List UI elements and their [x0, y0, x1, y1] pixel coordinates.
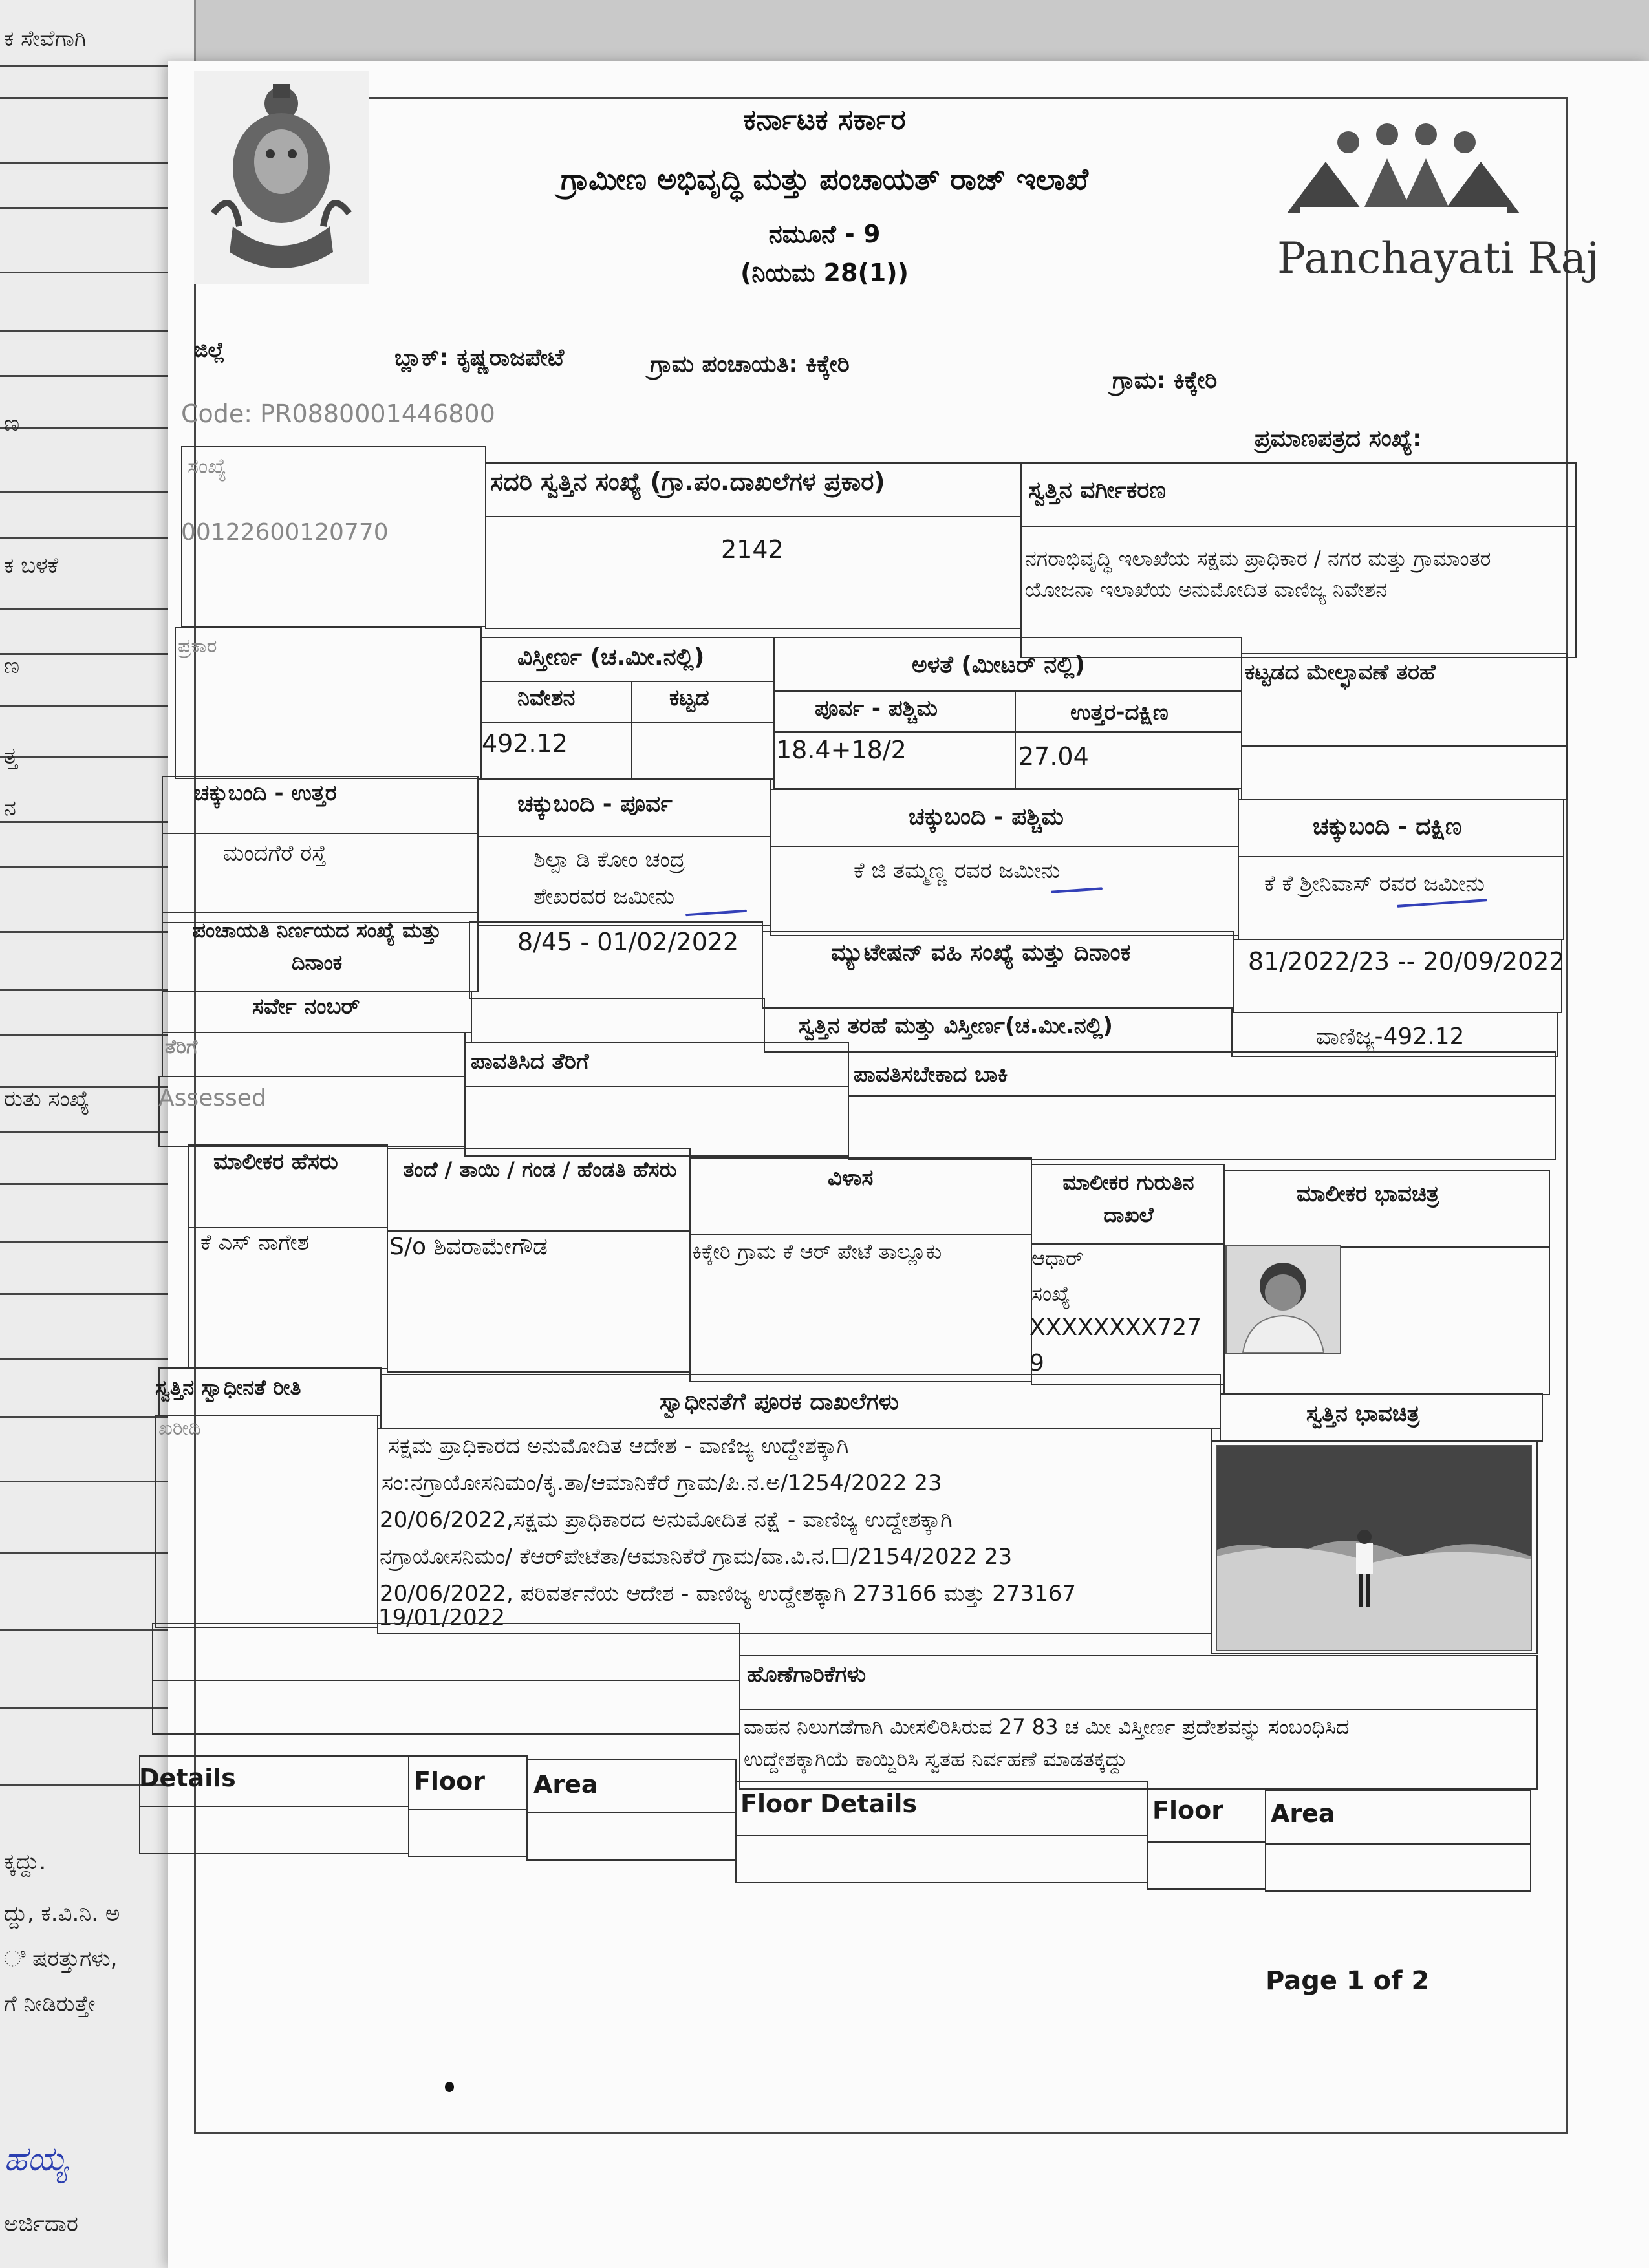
- property-id-value: 00122600120770: [181, 519, 389, 546]
- survey-label: ಸರ್ವೇ ನಂಬರ್: [252, 994, 360, 1020]
- docs-line: ಸಕ್ಷಮ ಪ್ರಾಧಿಕಾರದ ಅನುಮೋದಿತ ಆದೇಶ - ವಾಣಿಜ್ಯ ಉದ್ದೇಶಕ್ಕಾಗಿ: [388, 1433, 849, 1459]
- building-type-label: ಕಟ್ಟಡದ ಮೇಲ್ಛಾವಣೆ ತರಹೆ: [1245, 659, 1436, 685]
- mutation-label: ಮ್ಯುಟೇಷನ್ ವಹಿ ಸಂಖ್ಯೆ ಮತ್ತು ದಿನಾಂಕ: [831, 939, 1131, 966]
- site-label: ನಿವೇಶನ: [517, 685, 576, 711]
- government-title: ಕರ್ನಾಟಕ ಸರ್ಕಾರ: [743, 103, 906, 136]
- id-doc-number-tail: 9: [1029, 1350, 1044, 1376]
- west-boundary-label: ಚಕ್ಕುಬಂದಿ - ಪಶ್ಚಿಮ: [909, 804, 1064, 830]
- owner-name-label: ಮಾಲೀಕರ ಹೆಸರು: [213, 1149, 338, 1175]
- docs-line: 20/06/2022, ಪರಿವರ್ತನೆಯ ಆದೇಶ - ವಾಣಿಜ್ಯ ಉದ್ದೇಶಕ್ಕಾಗಿ 273166 ಮತ್ತು 273167: [380, 1581, 1077, 1607]
- strip-text: ತ್ತ: [4, 744, 17, 769]
- east-west-value: 18.4+18/2: [776, 736, 907, 764]
- form-number: ನಮೂನೆ - 9: [768, 220, 881, 248]
- classification-value: ನಗರಾಭಿವೃದ್ಧಿ ಇಲಾಖೆಯ ಸಕ್ಷಮ ಪ್ರಾಧಿಕಾರ / ನಗರ ಮತ್ತು ಗ್ರಾಮಾಂತರ ಯೋಜನಾ ಇಲಾಖೆಯ ಅನುಮೋದಿತ ವಾಣಿಜ್ಯ ನಿವೇಶನ: [1025, 546, 1491, 602]
- due-tax-cell: [848, 1095, 1556, 1160]
- building-label: ಕಟ್ಟಡ: [669, 685, 709, 711]
- strip-text: ನ: [4, 795, 16, 821]
- right-area-label: Area: [1271, 1799, 1335, 1828]
- strip-text: ಿ ಷರತ್ತುಗಳು,: [4, 1946, 118, 1972]
- south-boundary-label: ಚಕ್ಕುಬಂದಿ - ದಕ್ಷಿಣ: [1313, 813, 1462, 840]
- right-floor-cell: [1147, 1841, 1266, 1890]
- id-doc-number: XXXXXXXX727: [1029, 1314, 1202, 1341]
- east-boundary-value-line2: ಶೇಖರವರ ಜಮೀನು: [534, 884, 675, 910]
- measure-label: ಅಳತೆ (ಮೀಟರ್ ನಲ್ಲಿ): [912, 652, 1085, 678]
- assessed-value: Assessed: [158, 1085, 266, 1111]
- south-boundary-value: ಕೆ ಕೆ ಶ್ರೀನಿವಾಸ್ ರವರ ಜಮೀನು: [1264, 871, 1485, 897]
- usage-value: ವಾಣಿಜ್ಯ-492.12: [1316, 1023, 1465, 1050]
- strip-text: ಣ: [4, 653, 20, 679]
- certificate-number-label: ಪ್ರಮಾಣಪತ್ರದ ಸಂಖ್ಯೆ:: [1255, 425, 1422, 452]
- logo-text: Panchayati Raj: [1277, 233, 1600, 283]
- ownership-mode-value: ಖರೀದಿ: [158, 1417, 201, 1440]
- right-floor-details-label: Floor Details: [740, 1790, 917, 1818]
- gram-panchayat: ಗ್ರಾಮ ಪಂಚಾಯತಿ: ಕಿಕ್ಕೇರಿ: [650, 351, 850, 378]
- ownership-mode-label: ಸ್ವತ್ತಿನ ಸ್ವಾಧೀನತೆ ರೀತಿ: [155, 1375, 301, 1400]
- east-boundary-label: ಚಕ್ಕುಬಂದಿ - ಪೂರ್ವ: [517, 791, 673, 817]
- owner-photo: [1225, 1245, 1341, 1354]
- tax-label: ತೆರಿಗೆ: [165, 1036, 198, 1058]
- due-tax-label: ಪಾವತಿಸಬೇಕಾದ ಬಾಕಿ: [854, 1062, 1008, 1087]
- left-area-label: Area: [534, 1770, 598, 1799]
- district-label: ಜಿಲ್ಲೆ: [194, 337, 225, 362]
- liabilities-label: ಹೊಣೆಗಾರಿಕೆಗಳು: [747, 1662, 867, 1687]
- west-boundary-value: ಕೆ ಜಿ ತಮ್ಮಣ್ಣ ರವರ ಜಮೀನು: [854, 858, 1061, 884]
- classification-label: ಸ್ವತ್ತಿನ ವರ್ಗೀಕರಣ: [1028, 477, 1166, 504]
- site-area-value: 492.12: [482, 729, 568, 758]
- id-doc-sub: ಸಂಖ್ಯೆ: [1031, 1281, 1071, 1306]
- liabilities-line2: ಉದ್ದೇಶಕ್ಕಾಗಿಯೆ ಕಾಯ್ದಿರಿಸಿ ಸ್ವತಹ ನಿರ್ವಹಣೆ ಮಾಡತಕ್ಕದ್ದು: [744, 1747, 1128, 1771]
- strip-text: ಅರ್ಜಿದಾರ: [4, 2211, 78, 2237]
- east-boundary-value-line1: ಶಿಲ್ಪಾ ಡಿ ಕೋಂ ಚಂದ್ರ: [534, 847, 685, 873]
- relation-value: S/o ಶಿವರಾಮೇಗೌಡ: [389, 1234, 548, 1260]
- left-area-cell: [526, 1812, 737, 1861]
- building-type-value-cell: [1241, 745, 1568, 800]
- owner-photo-label: ಮಾಲೀಕರ ಭಾವಚಿತ್ರ: [1297, 1181, 1439, 1207]
- address-value: ಕಿಕ್ಕೇರಿ ಗ್ರಾಮ ಕೆ ಆರ್ ಪೇಟೆ ತಾಲ್ಲೂಕು: [692, 1239, 942, 1264]
- taluk: ಬ್ಲಾಕ್: ಕೃಷ್ಣರಾಜಪೇಟೆ: [394, 345, 565, 371]
- strip-text: ಕ್ಕದ್ದು.: [4, 1849, 47, 1875]
- strip-text: ಕ ಬಳಕೆ: [4, 553, 59, 579]
- right-floor-label: Floor: [1152, 1796, 1223, 1824]
- gp-resolution-value: 8/45 - 01/02/2022: [517, 928, 739, 956]
- gp-resolution-label: ಪಂಚಾಯತಿ ನಿರ್ಣಯದ ಸಂಖ್ಯೆ ಮತ್ತು ದಿನಾಂಕ: [192, 918, 442, 975]
- usage-label: ಸ್ವತ್ತಿನ ತರಹೆ ಮತ್ತು ವಿಸ್ತೀರ್ಣ(ಚ.ಮೀ.ನಲ್ಲಿ): [799, 1013, 1113, 1039]
- north-boundary-value: ಮಂದಗೆರೆ ರಸ್ತೆ: [223, 840, 327, 866]
- survey-cell: [471, 998, 765, 1043]
- relation-label: ತಂದೆ / ತಾಯಿ / ಗಂಡ / ಹೆಂಡತಿ ಹೆಸರು: [403, 1157, 677, 1182]
- owner-name-value: ಕೆ ಎಸ್ ನಾಗೇಶ: [200, 1230, 310, 1256]
- type-cell: [175, 627, 482, 779]
- strip-text: ಗೆ ನೀಡಿರುತ್ತೇ: [4, 1991, 96, 2017]
- address-label: ವಿಳಾಸ: [828, 1165, 874, 1191]
- docs-line: ನಗ್ರಾಯೋಸನಿಮಂ/ ಕೆಆರ್‌ಪೇಟೆತಾ/ಆಮಾನಿಕೆರೆ ಗ್ರಾಮ/ವಾ.ವಿ.ನ.☐/2154/2022 23: [380, 1544, 1013, 1570]
- property-photo: [1216, 1445, 1532, 1651]
- north-south-value: 27.04: [1018, 742, 1089, 771]
- gp-number-label: ಸದರಿ ಸ್ವತ್ತಿನ ಸಂಖ್ಯೆ (ಗ್ರಾ.ಪಂ.ದಾಖಲೆಗಳ ಪ್ರಕಾರ): [490, 467, 885, 496]
- left-floor-label: Floor: [414, 1767, 485, 1795]
- tax-header: [162, 1032, 466, 1077]
- building-area-cell: [631, 722, 775, 780]
- type-label: ಪ್ರಕಾರ: [178, 635, 217, 658]
- strip-text: ಕ ಸೇವೆಗಾಗಿ: [4, 26, 87, 52]
- area-label: ವಿಸ್ತೀರ್ಣ (ಚ.ಮೀ.ನಲ್ಲಿ): [517, 644, 705, 670]
- form-rule: (ನಿಯಮ 28(1)): [740, 259, 909, 287]
- east-west-label: ಪೂರ್ವ - ಪಶ್ಚಿಮ: [815, 696, 938, 722]
- strip-text: ಣ: [4, 411, 20, 436]
- north-boundary-label: ಚಕ್ಕುಬಂದಿ - ಉತ್ತರ: [194, 780, 337, 806]
- gp-number-value: 2142: [721, 535, 784, 564]
- liabilities-line1: ವಾಹನ ನಿಲುಗಡೆಗಾಗಿ ಮೀಸಲಿರಿಸಿರುವ 27 83 ಚ ಮೀ ವಿಸ್ತೀರ್ಣ ಪ್ರದೇಶವನ್ನು ಸಂಬಂಧಿಸಿದ: [744, 1715, 1350, 1739]
- ink-dot: [445, 2082, 454, 2092]
- docs-line: ಸಂ:ನಗ್ರಾಯೋಸನಿಮಂ/ಕೃ.ತಾ/ಆಮಾನಿಕೆರೆ ಗ್ರಾಮ/ಪಿ.ನ.ಅ/1254/2022 23: [382, 1470, 942, 1496]
- liabilities-left-cell: [152, 1623, 740, 1681]
- left-floor-details-cell: [139, 1806, 409, 1854]
- strip-signature: ಹಯ್ಯ: [4, 2140, 68, 2179]
- village: ಗ್ರಾಮ: ಕಿಕ್ಕೇರಿ: [1112, 367, 1218, 394]
- property-id-label: ಸಂಖ್ಯೆ: [188, 454, 227, 478]
- strip-text: ರುತು ಸಂಖ್ಯೆ: [4, 1086, 90, 1112]
- mutation-value: 81/2022/23 -- 20/09/2022: [1248, 947, 1565, 976]
- docs-line: 19/01/2022: [378, 1605, 505, 1631]
- liabilities-left-cell: [152, 1680, 740, 1735]
- strip-text: ದ್ದು, ಕ.ವಿ.ನಿ. ಅ: [4, 1901, 120, 1927]
- docs-label: ಸ್ವಾಧೀನತೆಗೆ ಪೂರಕ ದಾಖಲೆಗಳು: [660, 1389, 899, 1415]
- docs-line: 20/06/2022,ಸಕ್ಷಮ ಪ್ರಾಧಿಕಾರದ ಅನುಮೋದಿತ ನಕ್ಷೆ - ವಾಣಿಜ್ಯ ಉದ್ದೇಶಕ್ಕಾಗಿ: [380, 1507, 953, 1533]
- left-floor-details-label: Details: [139, 1764, 236, 1792]
- property-photo-label: ಸ್ವತ್ತಿನ ಭಾವಚಿತ್ರ: [1306, 1401, 1420, 1427]
- id-doc-type: ಆಧಾರ್: [1031, 1246, 1084, 1270]
- paid-tax-label: ಪಾವತಿಸಿದ ತೆರಿಗೆ: [471, 1049, 589, 1075]
- department-title: ಗ್ರಾಮೀಣ ಅಭಿವೃದ್ಧಿ ಮತ್ತು ಪಂಚಾಯತ್ ರಾಜ್ ಇಲಾಖೆ: [561, 162, 1088, 197]
- ownership-mode-cell: [155, 1415, 378, 1628]
- left-floor-cell: [408, 1809, 528, 1857]
- right-area-cell: [1265, 1843, 1531, 1892]
- property-code: Code: PR0880001446800: [181, 400, 495, 428]
- page-number: Page 1 of 2: [1266, 1966, 1430, 1996]
- right-floor-details-cell: [735, 1835, 1148, 1883]
- id-doc-label: ಮಾಲೀಕರ ಗುರುತಿನ ದಾಖಲೆ: [1062, 1170, 1194, 1227]
- north-south-label: ಉತ್ತರ-ದಕ್ಷಿಣ: [1070, 700, 1169, 725]
- paid-tax-cell: [464, 1086, 849, 1157]
